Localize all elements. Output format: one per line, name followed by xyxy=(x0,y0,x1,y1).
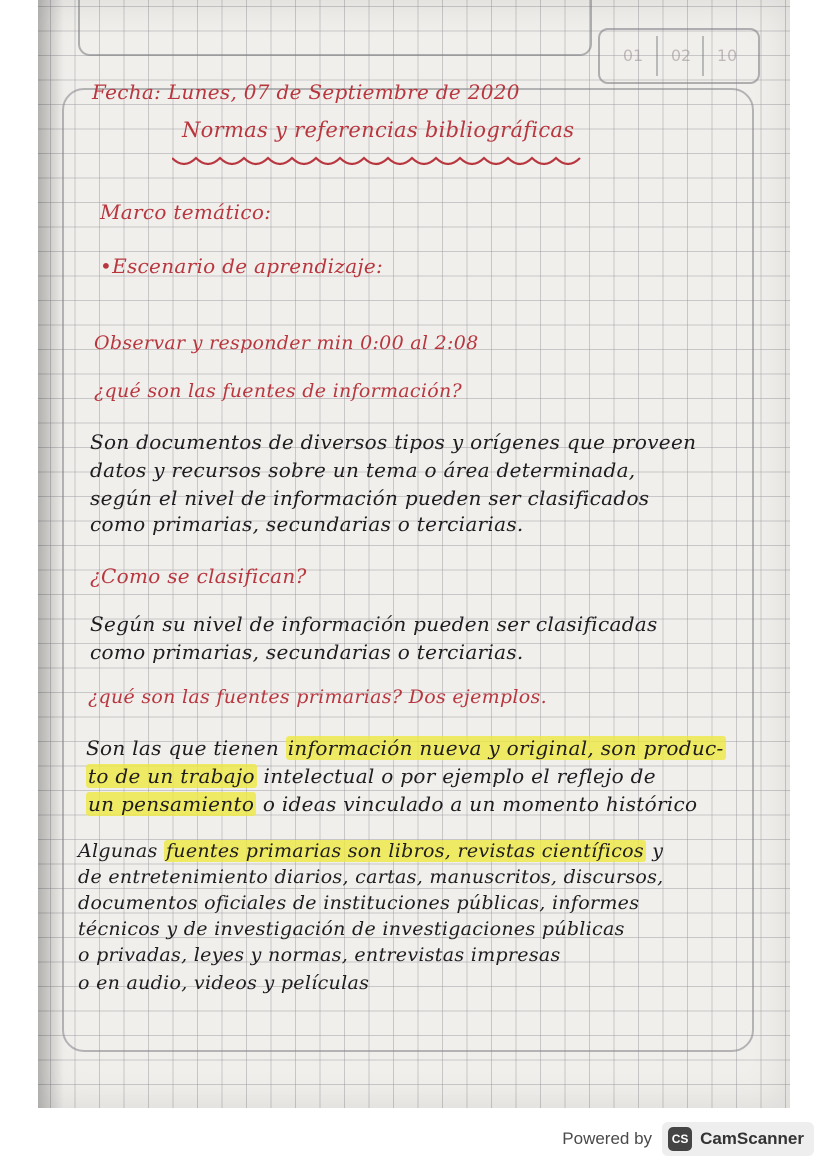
answer-3-line-3 xyxy=(86,792,697,816)
answer-4-line-6: o en audio, videos y películas xyxy=(78,972,370,994)
answer-4-line-4: técnicos y de investigación de investigaciones públicas xyxy=(78,918,625,940)
title-wavy-underline xyxy=(172,148,592,178)
date-line: Fecha: Lunes, 07 de Septiembre de 2020 xyxy=(92,80,520,104)
answer-1-line-1: Son documentos de diversos tipos y orígenes que proveen xyxy=(90,430,697,454)
answer-3-line-2 xyxy=(86,764,656,788)
header-title-box xyxy=(78,0,592,56)
answer-4-line-1-highlight: fuentes primarias son libros, revistas científicos xyxy=(165,840,644,862)
answer-4-line-1-end: y xyxy=(645,840,664,862)
answer-3-line-2-text: intelectual o por ejemplo el reflejo de xyxy=(256,764,656,788)
question-2: ¿Como se clasifican? xyxy=(90,564,307,588)
answer-3-line-2-highlight: to de un trabajo xyxy=(88,764,255,788)
question-3: ¿qué son las fuentes primarias? Dos ejemplos. xyxy=(88,686,547,708)
date-cell-month: 02 xyxy=(656,36,704,76)
camscanner-watermark xyxy=(562,1121,814,1157)
answer-3-line-1-highlight: información nueva y original, son produc- xyxy=(287,736,724,760)
binding-shadow xyxy=(38,0,64,1108)
answer-2-line-1: Según su nivel de información pueden ser clasificadas xyxy=(90,612,658,636)
answer-1-line-3: según el nivel de información pueden ser clasificados xyxy=(90,486,650,510)
date-cell-day: 01 xyxy=(622,46,644,65)
answer-3-line-3-text: o ideas vinculado a un momento histórico xyxy=(256,792,698,816)
date-cell-year: 10 xyxy=(702,36,750,76)
camscanner-badge xyxy=(662,1122,814,1156)
marco-tematico-heading: Marco temático: xyxy=(100,200,272,224)
escenario-heading: •Escenario de aprendizaje: xyxy=(100,254,384,278)
answer-4-line-5: o privadas, leyes y normas, entrevistas impresas xyxy=(78,944,561,966)
answer-4-line-2: de entretenimiento diarios, cartas, manuscritos, discursos, xyxy=(78,866,664,888)
answer-4-line-1 xyxy=(78,840,663,862)
camscanner-name: CamScanner xyxy=(700,1129,804,1148)
instruction-line: Observar y responder min 0:00 al 2:08 xyxy=(94,332,479,354)
answer-4-line-1-text: Algunas xyxy=(78,840,164,862)
camscanner-logo-icon: CS xyxy=(668,1127,692,1151)
answer-1-line-2: datos y recursos sobre un tema o área determinada, xyxy=(90,458,636,482)
answer-2-line-2: como primarias, secundarias o terciarias. xyxy=(90,640,524,664)
page-title: Normas y referencias bibliográficas xyxy=(182,118,575,142)
answer-3-line-1-text: Son las que tienen xyxy=(86,736,286,760)
powered-by-label: Powered by xyxy=(562,1129,653,1148)
answer-4-line-3: documentos oficiales de instituciones públicas, informes xyxy=(78,892,640,914)
question-1: ¿qué son las fuentes de información? xyxy=(94,380,462,402)
answer-3-line-3-highlight: un pensamiento xyxy=(88,792,255,816)
answer-3-line-1 xyxy=(86,736,726,760)
answer-1-line-4: como primarias, secundarias o terciarias. xyxy=(90,512,524,536)
